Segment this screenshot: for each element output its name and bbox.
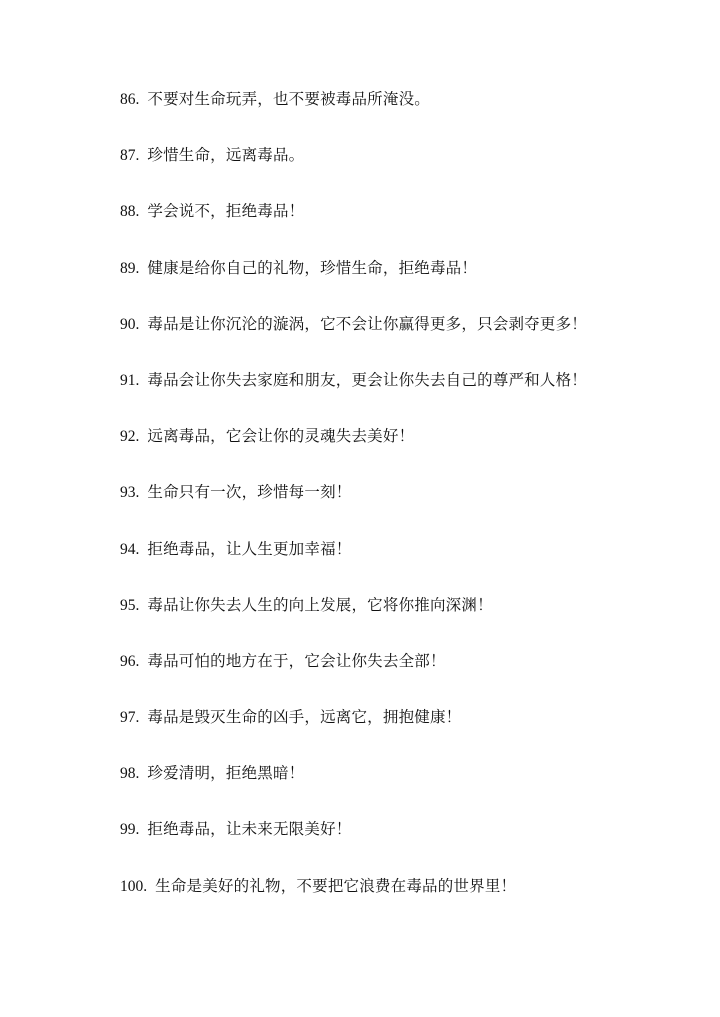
list-item	[120, 758, 587, 814]
item-number: 94.	[120, 540, 140, 558]
list-item	[120, 871, 587, 927]
item-number: 89.	[120, 259, 140, 277]
item-text: 珍惜生命，远离毒品。	[147, 146, 305, 165]
item-text: 学会说不，拒绝毒品！	[147, 202, 305, 221]
item-text: 生命是美好的礼物，不要把它浪费在毒品的世界里！	[155, 876, 517, 895]
item-text: 毒品可怕的地方在于，它会让你失去全部！	[147, 651, 446, 670]
item-text: 不要对生命玩弄，也不要被毒品所淹没。	[147, 90, 430, 108]
item-text: 拒绝毒品，让未来无限美好！	[147, 820, 352, 839]
list-item	[120, 477, 587, 533]
item-number: 92.	[120, 428, 140, 446]
item-text: 远离毒品，它会让你的灵魂失去美好！	[147, 427, 415, 446]
list-item	[120, 140, 587, 196]
list-item	[120, 590, 587, 646]
item-number: 97.	[120, 709, 140, 727]
list-item	[120, 646, 587, 702]
list-item	[120, 365, 587, 421]
list-item	[120, 534, 587, 590]
item-number: 90.	[120, 315, 140, 333]
item-number: 98.	[120, 765, 140, 783]
item-number: 88.	[120, 203, 140, 221]
item-text: 毒品让你失去人生的向上发展，它将你推向深渊！	[147, 595, 493, 614]
item-text: 毒品是毁灭生命的凶手，远离它，拥抱健康！	[147, 708, 462, 727]
item-text: 生命只有一次，珍惜每一刻！	[147, 483, 352, 502]
item-number: 86.	[120, 91, 140, 108]
item-number: 100.	[120, 877, 148, 895]
item-text: 毒品是让你沉沦的漩涡，它不会让你赢得更多，只会剥夺更多！	[147, 314, 587, 333]
item-text: 毒品会让你失去家庭和朋友，更会让你失去自己的尊严和人格！	[147, 370, 587, 389]
item-number: 95.	[120, 596, 140, 614]
list-item	[120, 702, 587, 758]
item-text: 拒绝毒品，让人生更加幸福！	[147, 539, 352, 558]
item-text: 珍爱清明，拒绝黑暗！	[147, 764, 305, 783]
list-item	[120, 421, 587, 477]
item-number: 93.	[120, 484, 140, 502]
list-item	[120, 84, 587, 140]
item-number: 87.	[120, 147, 140, 165]
list-item	[120, 309, 587, 365]
item-text: 健康是给你自己的礼物，珍惜生命，拒绝毒品！	[147, 258, 478, 277]
item-number: 96.	[120, 652, 140, 670]
list-item	[120, 253, 587, 309]
list-item	[120, 196, 587, 252]
item-number: 91.	[120, 371, 140, 389]
item-number: 99.	[120, 821, 140, 839]
list-item	[120, 814, 587, 870]
slogan-list	[120, 84, 587, 927]
